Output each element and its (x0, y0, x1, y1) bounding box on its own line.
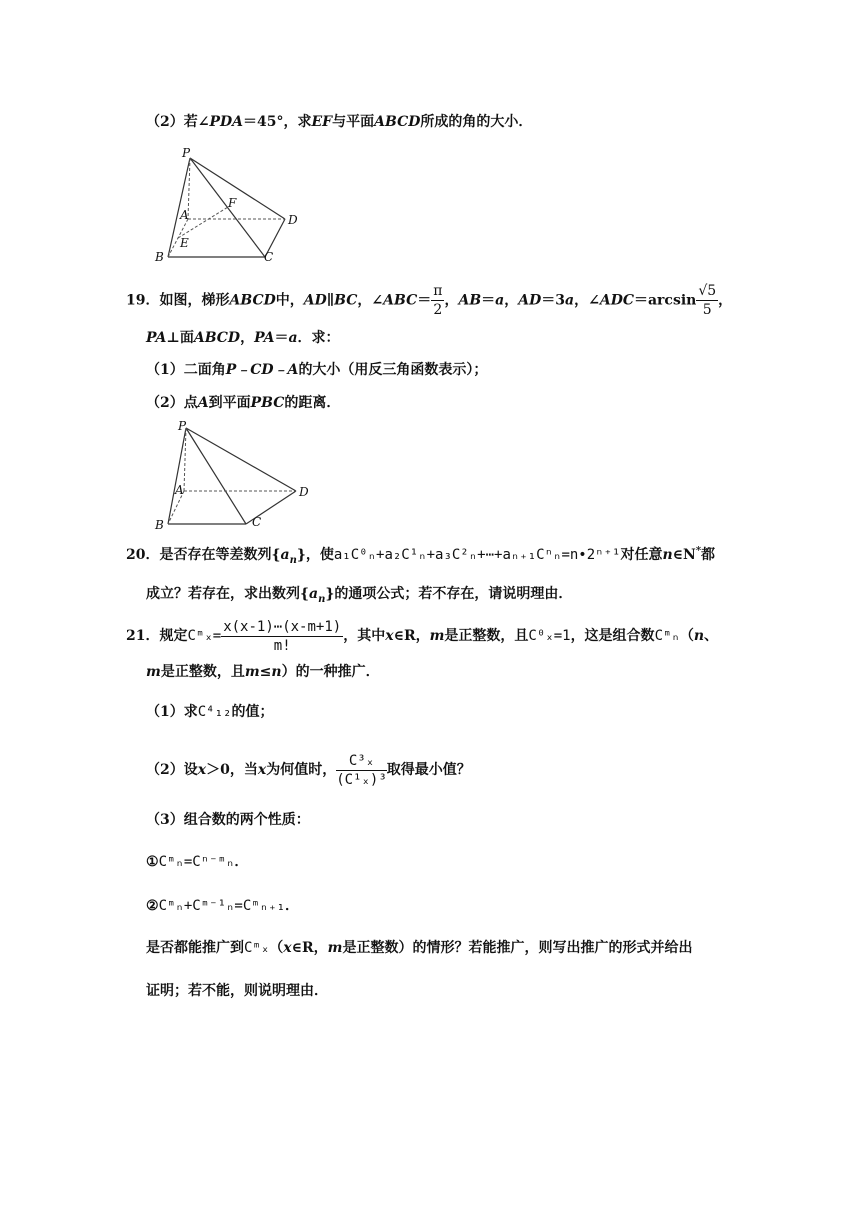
text: ， (718, 292, 733, 309)
edge-pd (186, 428, 296, 491)
text: 证明；若不能，则说明理由． (146, 983, 328, 999)
q19-part2-line (146, 393, 340, 413)
text: 的大小（用反三角函数表示）； (298, 362, 488, 378)
denominator: 5 (702, 302, 712, 318)
text: ，这是组合数 (570, 628, 655, 644)
q21-line3 (146, 938, 692, 958)
text: （ (269, 940, 284, 956)
numerator: C³ₓ (336, 752, 387, 771)
segment-name: EF (311, 114, 333, 130)
text: ≤ (259, 664, 272, 680)
sequence-name: a (280, 547, 290, 563)
text: 成立？若存在，求出数列{ (146, 586, 310, 602)
denominator: (C¹ₓ)³ (336, 771, 387, 788)
denominator: m! (273, 637, 291, 654)
q19-line1 (126, 282, 732, 319)
variable: a (288, 330, 298, 346)
segment-name: PA (254, 330, 275, 346)
variable: m (244, 664, 260, 680)
subscript: n (318, 593, 326, 605)
variable: x (385, 628, 394, 644)
segment-name: AB (458, 292, 482, 309)
segment-name: AD (518, 292, 542, 309)
label-D: D (288, 213, 298, 227)
text: ， (444, 292, 459, 309)
text: }，使 (296, 547, 334, 563)
numerator: √5 (698, 283, 717, 299)
angle-name: ABC (383, 292, 418, 309)
variable: x (197, 762, 207, 778)
combination-symbol: Cᵐₓ= (187, 628, 222, 644)
label-C: C (252, 515, 262, 529)
text: ＝arcsin (633, 292, 697, 309)
dihedral-name: P﹣CD﹣A (225, 362, 299, 378)
combination-symbol: Cᵐₓ (244, 940, 270, 956)
text: ∈N (672, 547, 696, 563)
part-number: （1） (146, 704, 184, 720)
segment-name: AD (303, 292, 327, 309)
text: 、 (704, 628, 719, 644)
question-number: 20． (126, 547, 160, 563)
combination-formula: C⁰ₓ=1 (528, 628, 571, 644)
variable: x (283, 940, 292, 956)
text: 设 (183, 762, 198, 778)
ratio-fraction (336, 752, 387, 789)
q19-pyramid-figure (148, 418, 318, 533)
segment-name: BC (334, 292, 358, 309)
text: 的距离． (284, 395, 341, 411)
text: ． (234, 854, 249, 870)
text: ＝ (274, 330, 289, 346)
subscript: n (289, 554, 297, 566)
label-P: P (178, 419, 187, 433)
part-number: （2） (146, 114, 184, 130)
edge-pc (186, 428, 246, 524)
variable: m (327, 940, 343, 956)
text: ＝ (417, 292, 432, 309)
text: 规定 (159, 628, 188, 644)
q21-line1 (126, 616, 718, 656)
text: 求 (183, 704, 198, 720)
text: 对任意 (620, 547, 663, 563)
label-B: B (155, 518, 164, 532)
text: ． (285, 898, 299, 914)
text: ．求： (297, 330, 340, 346)
text: ＝3 (541, 292, 566, 309)
q19-line2 (146, 328, 340, 348)
label-D: D (299, 485, 309, 499)
sequence-name: a (309, 586, 319, 602)
variable: n (271, 664, 282, 680)
part-number: （2） (146, 762, 184, 778)
sqrt5-over-5-fraction (696, 282, 718, 319)
q18-pyramid-figure (148, 145, 318, 265)
q18-part2-line (146, 112, 532, 132)
definition-fraction (221, 618, 343, 655)
segment-name: PA (146, 330, 167, 346)
text: 若∠ (183, 114, 210, 130)
question-number: 19． (126, 292, 160, 309)
circled-number: ① (146, 854, 159, 870)
text: ⊥面 (166, 330, 194, 346)
angle-name: PDA (209, 114, 244, 130)
label-B: B (155, 250, 164, 264)
text: 与平面 (332, 114, 375, 130)
text: ∈R， (291, 940, 328, 956)
parallel-symbol: ∥ (326, 292, 335, 309)
superscript: * (695, 545, 702, 557)
pi-over-2-fraction (431, 282, 444, 319)
text: ＞0，当 (206, 762, 258, 778)
text: ，其中 (343, 628, 386, 644)
text: 是否存在等差数列{ (159, 547, 281, 563)
symmetry-formula: Cᵐₙ=Cⁿ⁻ᵐₙ (158, 854, 235, 870)
variable: m (429, 628, 445, 644)
point-name: A (197, 395, 209, 411)
angle-name: ADC (599, 292, 634, 309)
property-1-line (146, 852, 248, 872)
label-C: C (264, 250, 274, 264)
text: 都 (701, 547, 716, 563)
part-number: （2） (146, 395, 184, 411)
numerator: π (433, 283, 443, 299)
label-A: A (180, 208, 189, 222)
text: 中， (275, 292, 304, 309)
text: ， (240, 330, 255, 346)
denominator: 2 (433, 302, 443, 318)
text: ∈R， (393, 628, 430, 644)
shape-name: ABCD (229, 292, 276, 309)
combination-symbol: Cᵐₙ (654, 628, 680, 644)
text: 组合数的两个性质： (183, 812, 310, 828)
question-number: 21． (126, 628, 160, 644)
text: 所成的角的大小． (420, 114, 533, 130)
text: ，∠ (357, 292, 384, 309)
text: 点 (183, 395, 198, 411)
label-A: A (175, 483, 184, 497)
sum-formula: a₁C⁰ₙ+a₂C¹ₙ+a₃C²ₙ+⋯+aₙ₊₁Cⁿₙ=n•2ⁿ⁺¹ (333, 547, 621, 563)
variable: m (146, 664, 161, 680)
numerator: x(x-1)⋯(x-m+1) (223, 618, 342, 635)
text: }的通项公式；若不存在，请说明理由． (325, 586, 573, 602)
q21-part1-line (146, 702, 273, 722)
circled-number: ② (146, 898, 159, 914)
q19-part1-line (146, 360, 487, 380)
q21-part3-line (146, 810, 310, 830)
q20-line2 (146, 584, 572, 604)
text: 为何值时， (266, 762, 337, 778)
text: 到平面 (208, 395, 251, 411)
text: ＝45°，求 (243, 114, 312, 130)
label-F: F (228, 196, 237, 210)
property-2-line (146, 896, 299, 916)
edge-pd (190, 158, 285, 219)
plane-name: ABCD (193, 330, 241, 346)
combination-expression: C⁴₁₂ (197, 704, 232, 720)
text: 的值； (231, 704, 274, 720)
text: ＝ (481, 292, 496, 309)
text: 是正整数，且 (160, 664, 245, 680)
text: ， (504, 292, 519, 309)
variable: a (565, 292, 575, 309)
text: ，∠ (574, 292, 600, 309)
part-number: （1） (146, 362, 184, 378)
part-number: （3） (146, 812, 184, 828)
variable: n (693, 628, 705, 644)
q20-line1 (126, 545, 715, 565)
label-P: P (182, 146, 191, 160)
label-E: E (180, 236, 189, 250)
variable: n (662, 547, 673, 563)
plane-name: PBC (250, 395, 285, 411)
text: 是否都能推广到 (146, 940, 244, 956)
pascal-formula: Cᵐₙ+Cᵐ⁻¹ₙ=Cᵐₙ₊₁ (158, 898, 285, 914)
text: 是正整数）的情形？若能推广，则写出推广的形式并给出 (342, 940, 693, 956)
q21-part2-line (146, 748, 471, 792)
variable: x (257, 762, 267, 778)
variable: a (495, 292, 505, 309)
plane-name: ABCD (374, 114, 421, 130)
edge-pb (168, 428, 186, 524)
q21-line4 (146, 981, 328, 1001)
text: （ (679, 628, 694, 644)
text: 二面角 (183, 362, 226, 378)
text: ）的一种推广． (281, 664, 380, 680)
text: 是正整数，且 (444, 628, 529, 644)
text: 取得最小值？ (386, 762, 471, 778)
q21-line2 (146, 662, 380, 682)
text: 如图，梯形 (159, 292, 230, 309)
